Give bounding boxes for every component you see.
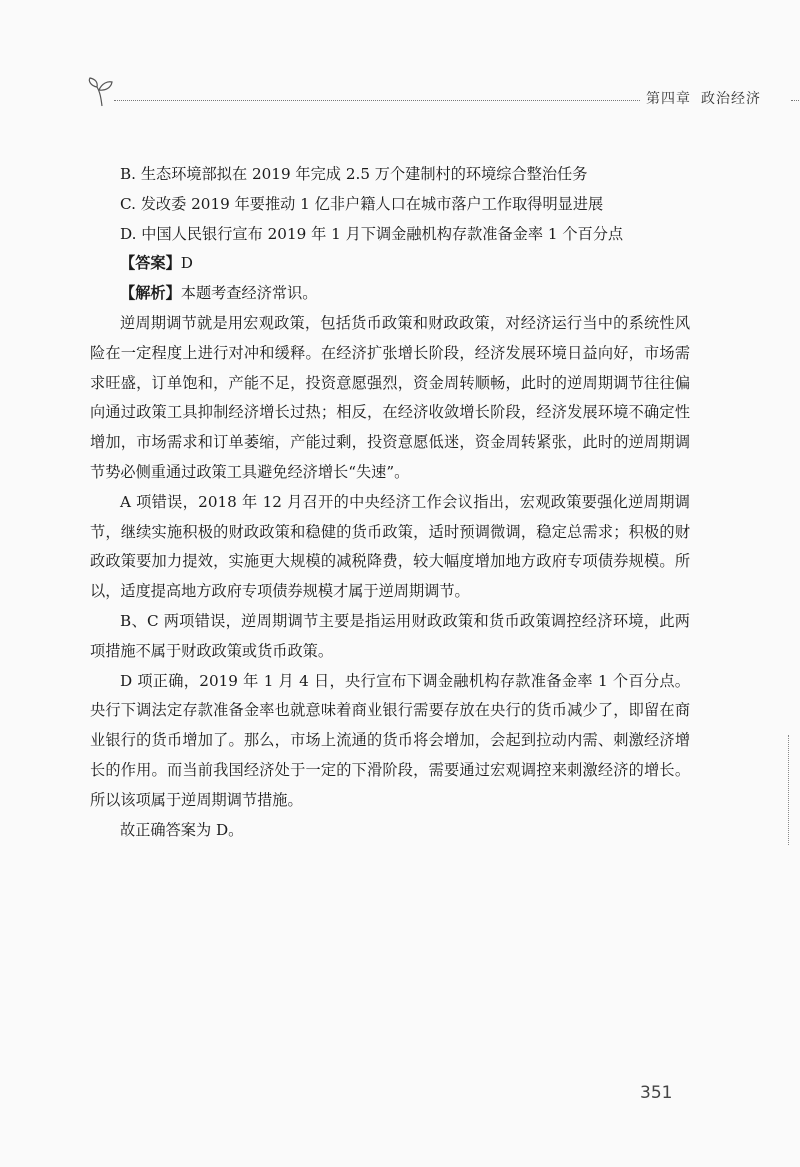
header-rule-left xyxy=(114,100,640,101)
option-b: B. 生态环境部拟在 2019 年完成 2.5 万个建制村的环境综合整治任务 xyxy=(120,165,588,183)
option-c: C. 发改委 2019 年要推动 1 亿非户籍人口在城市落户工作取得明显进展 xyxy=(120,194,604,213)
answer-line xyxy=(90,249,690,279)
analysis-intro: 本题考查经济常识。 xyxy=(180,284,318,303)
leaf-icon xyxy=(86,76,120,110)
running-header xyxy=(86,76,776,116)
paragraph-option-bc: B、C 两项错误，逆周期调节主要是指运用财政政策和货币政策调控经济环境，此两项措施不属于财政政策或货币政策。 xyxy=(90,611,690,660)
analysis-line xyxy=(90,279,690,309)
analysis-label: 【解析】 xyxy=(120,284,181,303)
paragraph-option-d: D 项正确，2019 年 1 月 4 日，央行宣布下调金融机构存款准备金率 1 个百分点。央行下调法定存款准备金率也就意味着商业银行需要存放在央行的货币减少了，即留在商业银行的货币增加了。那么，市场上流通的货币将会增加，会起到拉动内需、刺激经济增长的作用。而当前我国经济处于一定的下滑阶段，需要通过宏观调控来刺激经济的增长。所以该项属于逆周期调节措施。 xyxy=(90,671,690,809)
page-content xyxy=(90,160,690,845)
page-number: 351 xyxy=(640,1083,673,1103)
answer-label: 【答案】 xyxy=(120,254,181,273)
paragraph-option-a: A 项错误，2018 年 12 月召开的中央经济工作会议指出，宏观政策要强化逆周期调节，继续实施积极的财政政策和稳健的货币政策，适时预调微调，稳定总需求；积极的财政政策要加力提效，实施更大规模的减税降费，较大幅度增加地方政府专项债券规模。所以，适度提高地方政府专项债券规模才属于逆周期调节。 xyxy=(90,492,690,601)
header-rule-right xyxy=(791,100,800,101)
header-section: 政治经济 xyxy=(701,91,761,107)
paragraph-conclusion: 故正确答案为 D。 xyxy=(120,820,244,839)
answer-value: D xyxy=(180,254,193,273)
margin-dotted-mark xyxy=(788,735,789,845)
header-chapter: 第四章 xyxy=(646,91,691,107)
paragraph-definition: 逆周期调节就是用宏观政策，包括货币政策和财政政策，对经济运行当中的系统性风险在一定程度上进行对冲和缓释。在经济扩张增长阶段，经济发展环境日益向好，市场需求旺盛，订单饱和，产能不足，投资意愿强烈，资金周转顺畅，此时的逆周期调节往往偏向通过政策工具抑制经济增长过热；相反，在经济收敛增长阶段，经济发展环境不确定性增加，市场需求和订单萎缩，产能过剩，投资意愿低迷，资金周转紧张，此时的逆周期调节势必侧重通过政策工具避免经济增长“失速”。 xyxy=(90,313,690,481)
header-title xyxy=(646,88,761,108)
option-d: D. 中国人民银行宣布 2019 年 1 月下调金融机构存款准备金率 1 个百分点 xyxy=(120,224,624,243)
